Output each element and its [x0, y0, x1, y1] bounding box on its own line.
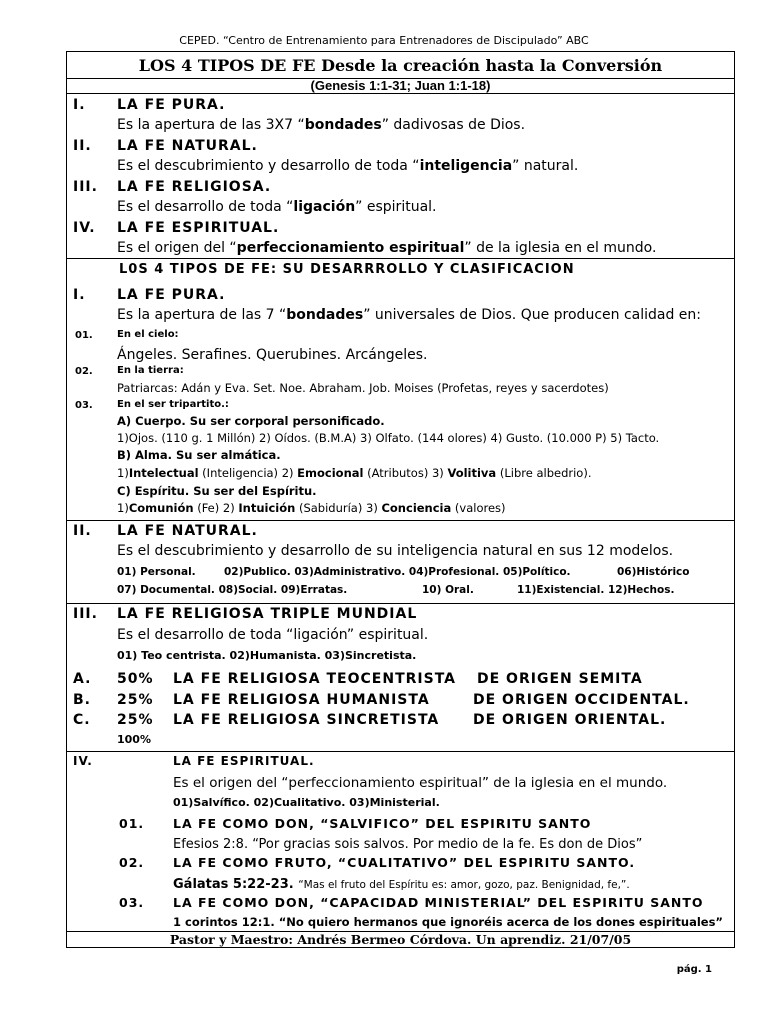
sub-text: Ángeles. Serafines. Querubines. Arcángeles.: [117, 347, 428, 363]
faith-item-title: LA FE COMO DON, “CAPACIDAD MINISTERIAL” DEL ESPIRITU SANTO: [173, 895, 704, 910]
item-title: LA FE RELIGIOSA.: [117, 179, 272, 195]
religion-name: LA FE RELIGIOSA HUMANISTA: [173, 692, 430, 708]
item-number: 02.: [119, 855, 145, 870]
divider: [67, 520, 734, 521]
item-description: Es el descubrimiento y desarrollo de su inteligencia natural en sus 12 modelos.: [117, 543, 674, 559]
row-letter: B.: [73, 692, 91, 708]
model-list-item: 11)Existencial. 12)Hechos.: [517, 584, 675, 596]
item-title: LA FE RELIGIOSA TRIPLE MUNDIAL: [117, 606, 418, 622]
percentage: 25%: [117, 712, 154, 728]
religion-name: LA FE RELIGIOSA TEOCENTRISTA: [173, 671, 456, 687]
roman-numeral: I.: [73, 97, 86, 113]
subsection-title: C) Espíritu. Su ser del Espíritu.: [117, 484, 317, 498]
item-description: Es el origen del “perfeccionamiento espiritual” de la iglesia en el mundo.: [117, 240, 657, 256]
item-title: LA FE NATURAL.: [117, 523, 258, 539]
model-list-item: 10) Oral.: [422, 584, 474, 596]
row-letter: C.: [73, 712, 91, 728]
divider: [67, 603, 734, 604]
religion-origin: DE ORIGEN ORIENTAL.: [473, 712, 667, 728]
scripture-reference: (Genesis 1:1-31; Juan 1:1-18): [310, 78, 491, 93]
sub-number: 02.: [75, 366, 93, 377]
section-heading: L0S 4 TIPOS DE FE: SU DESARRROLLO Y CLASIFICACION: [119, 262, 575, 277]
subsection-text: 1)Intelectual (Inteligencia) 2) Emocional (Atributos) 3) Volitiva (Libre albedrio).: [117, 466, 592, 480]
item-description: Es el desarrollo de toda “ligación” espiritual.: [117, 627, 429, 643]
faith-item-title: LA FE COMO DON, “SALVIFICO” DEL ESPIRITU SANTO: [173, 816, 592, 831]
sub-number: 03.: [75, 400, 93, 411]
subsection-title: B) Alma. Su ser almática.: [117, 448, 281, 462]
sub-label: En la tierra:: [117, 365, 184, 376]
percentage: 25%: [117, 692, 154, 708]
item-description: Es la apertura de las 7 “bondades” universales de Dios. Que producen calidad en:: [117, 307, 702, 323]
roman-numeral: III.: [73, 606, 98, 622]
religion-origin: DE ORIGEN OCCIDENTAL.: [473, 692, 690, 708]
subsection-title: A) Cuerpo. Su ser corporal personificado.: [117, 414, 385, 428]
roman-numeral: III.: [73, 179, 98, 195]
bible-reference: 1 corintos 12:1. “No quiero hermanos que ignoréis acerca de los dones espirituales”: [173, 915, 723, 929]
sub-text: Patriarcas: Adán y Eva. Set. Noe. Abraham. Job. Moises (Profetas, reyes y sacerdotes): [117, 381, 609, 395]
divider: [67, 258, 734, 259]
model-list-item: 01) Personal.: [117, 566, 196, 578]
model-list-item: 06)Histórico: [617, 566, 690, 578]
roman-numeral: IV.: [73, 754, 93, 768]
roman-numeral: II.: [73, 523, 92, 539]
divider: [67, 751, 734, 752]
roman-numeral: II.: [73, 138, 92, 154]
religion-name: LA FE RELIGIOSA SINCRETISTA: [173, 712, 440, 728]
page-number: pág. 1: [676, 964, 712, 975]
percentage: 50%: [117, 671, 154, 687]
item-title: LA FE PURA.: [117, 287, 226, 303]
sub-label: En el ser tripartito.:: [117, 399, 229, 410]
sub-number: 01.: [75, 330, 93, 341]
item-number: 01.: [119, 816, 145, 831]
faith-item-title: LA FE COMO FRUTO, “CUALITATIVO” DEL ESPIRITU SANTO.: [173, 855, 636, 870]
model-list-item: 02)Publico. 03)Administrativo. 04)Profesional. 05)Político.: [224, 566, 571, 578]
row-letter: A.: [73, 671, 92, 687]
item-title: LA FE PURA.: [117, 97, 226, 113]
document-title: LOS 4 TIPOS DE FE Desde la creación hasta la Conversión: [138, 56, 663, 75]
religion-origin: DE ORIGEN SEMITA: [477, 671, 643, 687]
religion-list: 01) Teo centrista. 02)Humanista. 03)Sincretista.: [117, 649, 417, 662]
item-title: LA FE NATURAL.: [117, 138, 258, 154]
bible-reference: Efesios 2:8. “Por gracias sois salvos. Por medio de la fe. Es don de Dios”: [173, 837, 643, 852]
bible-reference: Gálatas 5:22-23. “Mas el fruto del Espíritu es: amor, gozo, paz. Benignidad, fe,”.: [173, 877, 630, 892]
roman-numeral: IV.: [73, 220, 96, 236]
document-table: [66, 51, 735, 948]
sub-label: En el cielo:: [117, 329, 179, 340]
item-title: LA FE ESPIRITUAL.: [173, 754, 315, 768]
percentage-total: 100%: [117, 733, 151, 746]
faith-list: 01)Salvífico. 02)Cualitativo. 03)Ministerial.: [173, 796, 440, 809]
model-list-item: 07) Documental. 08)Social. 09)Erratas.: [117, 584, 348, 596]
subsection-text: 1)Comunión (Fe) 2) Intuición (Sabiduría) 3) Conciencia (valores): [117, 501, 506, 515]
item-description: Es la apertura de las 3X7 “bondades” dadivosas de Dios.: [117, 117, 526, 133]
item-title: LA FE ESPIRITUAL.: [117, 220, 280, 236]
document-header: CEPED. “Centro de Entrenamiento para Entrenadores de Discipulado” ABC: [179, 34, 589, 47]
author-footer: Pastor y Maestro: Andrés Bermeo Córdova. Un aprendiz. 21/07/05: [169, 932, 632, 947]
divider: [67, 93, 734, 94]
item-description: Es el desarrollo de toda “ligación” espiritual.: [117, 199, 437, 215]
subsection-text: 1)Ojos. (110 g. 1 Millón) 2) Oídos. (B.M.A) 3) Olfato. (144 olores) 4) Gusto. (10.000 P) 5) Tacto.: [117, 431, 660, 445]
item-description: Es el origen del “perfeccionamiento espiritual” de la iglesia en el mundo.: [173, 775, 668, 791]
item-number: 03.: [119, 895, 145, 910]
item-description: Es el descubrimiento y desarrollo de toda “inteligencia” natural.: [117, 158, 579, 174]
roman-numeral: I.: [73, 287, 86, 303]
